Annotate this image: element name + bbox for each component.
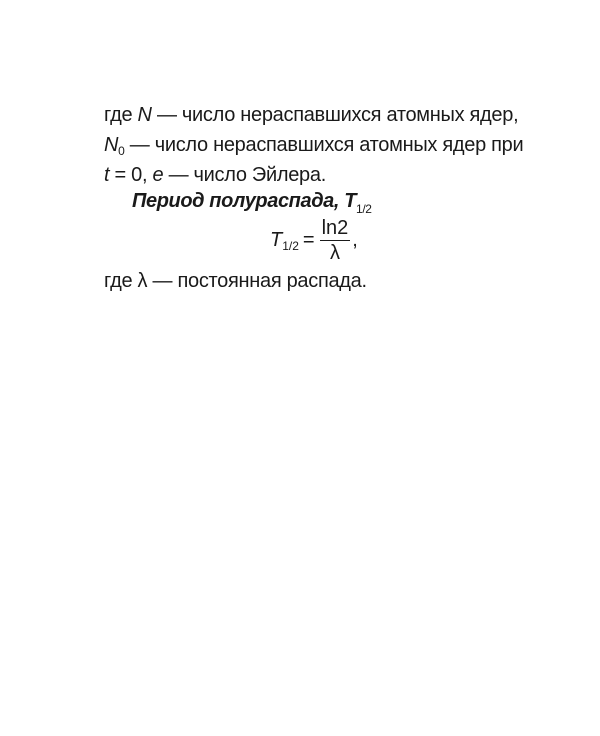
line-3-text: — число Эйлера. (163, 164, 326, 186)
closing-line: где λ — постоянная распада. (104, 270, 367, 292)
formula-numerator: ln2 (321, 216, 349, 239)
line-1-prefix: где (104, 104, 138, 126)
symbol-t: t (104, 164, 110, 186)
paragraph-line-3 (104, 160, 524, 190)
half-life-formula (270, 216, 358, 264)
symbol-n: N (137, 104, 152, 126)
paragraph-definitions (104, 100, 524, 190)
paragraph-line-2 (104, 130, 524, 160)
symbol-n0-subscript: 0 (118, 144, 125, 158)
formula-comma: , (352, 228, 358, 251)
formula-denominator: λ (329, 241, 340, 264)
formula-lhs-subscript: 1/2 (282, 238, 299, 253)
line-3-mid: = 0, (109, 164, 153, 186)
line-1-text: — число нераспавшихся атомных ядер, (151, 104, 519, 126)
section-heading (132, 190, 372, 216)
formula-fraction (320, 217, 351, 264)
line-2-text: — число нераспавшихся атомных ядер при (124, 134, 524, 156)
symbol-e: e (152, 164, 164, 186)
heading-symbol: T (344, 190, 357, 212)
formula-lhs-symbol: T (270, 228, 283, 251)
formula-lhs (270, 229, 299, 252)
heading-subscript: 1/2 (356, 202, 372, 216)
formula-equals: = (302, 228, 315, 251)
symbol-n0: N (104, 134, 119, 156)
heading-text: Период полураспада, (132, 190, 345, 212)
paragraph-line-1 (104, 100, 524, 130)
